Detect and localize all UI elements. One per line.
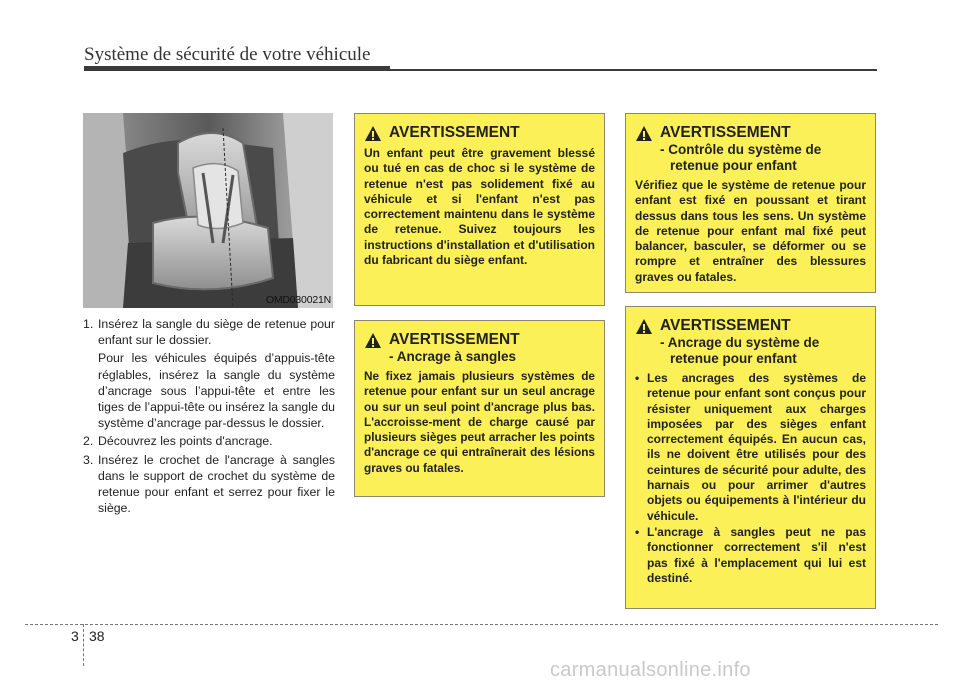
warning-header — [635, 124, 866, 142]
header-rule-thin — [390, 69, 877, 71]
warning-title: AVERTISSEMENT — [660, 317, 791, 334]
warning-body: Ne fixez jamais plusieurs systèmes de retenue pour enfant sur un seul ancrage ou sur un seul point d'ancrage plus bas. L'accroisse-ment de charge causé par plusieurs sièges peut arracher les points d'ancrage ce qui entraînerait des lésions graves ou fatales. — [364, 369, 595, 475]
warning-body: Vérifiez que le système de retenue pour enfant est fixé en poussant et tirant dessus dans tous les sens. Un système de retenue pour enfant mal fixé peut balancer, basculer, se déformer ou se rompre et entraîner des blessures graves ou fatales. — [635, 178, 866, 284]
warning-triangle-icon — [635, 318, 653, 335]
warning-header — [364, 124, 595, 142]
photo-reference-code: OMD030021N — [265, 294, 331, 306]
footer-divider — [83, 624, 84, 666]
bullet-marker: • — [635, 524, 640, 539]
warning-box-restraint-check — [625, 113, 876, 293]
warning-subtitle: - Ancrage à sangles — [389, 349, 517, 364]
bullet-text: L'ancrage à sangles peut ne pas fonctionner correctement s'il n'est pas fixé à l'emplacement qui lui est destiné. — [647, 524, 866, 585]
bullet-marker: • — [635, 371, 640, 385]
warning-box-tether-anchor — [354, 320, 605, 497]
warning-bullet-list — [635, 371, 866, 586]
warning-title: AVERTISSEMENT — [389, 331, 520, 348]
page-number: 38 — [89, 628, 105, 644]
step-3 — [83, 452, 335, 517]
warning-box-child-restraint — [354, 113, 605, 306]
warning-body: Un enfant peut être gravement blessé ou tué en cas de choc si le système de retenue n'est pas solidement fixé au véhicule et si l'enfant n'est pas correctement maintenu dans le système de retenue. Suivez toujours les instructions d'installation et d'utilisation du fabricant du siège enfant. — [364, 146, 595, 268]
footer-rule — [25, 624, 938, 625]
step-2 — [83, 433, 335, 449]
step-text: Insérez la sangle du siège de retenue pour enfant sur le dossier. — [98, 317, 335, 348]
warning-header — [364, 331, 595, 349]
installation-steps — [83, 316, 335, 516]
step-text: Pour les véhicules équipés d’appuis-tête réglables, insérez la sangle du système d’ancrage sous l’appui-tête et entre les tiges de l’appui-tête ou insérez la sangle du système d’ancrage par-dessus le dossier. — [98, 351, 335, 431]
step-1 — [83, 316, 335, 431]
header-rule-thick — [84, 66, 390, 71]
warning-triangle-icon — [364, 125, 382, 142]
step-number: 1. — [83, 317, 94, 331]
chapter-number: 3 — [71, 628, 79, 644]
child-seat-illustration — [83, 113, 333, 308]
step-number: 2. — [83, 434, 94, 449]
step-text: Découvrez les points d'ancrage. — [98, 434, 273, 449]
child-seat-photo — [83, 113, 333, 308]
warning-header — [635, 317, 866, 335]
step-text: Insérez le crochet de l'ancrage à sangles dans le support de crochet du système de retenue pour enfant et serrez pour fixer le siège. — [98, 452, 335, 516]
step-number: 3. — [83, 452, 94, 467]
page-header-title: Système de sécurité de votre véhicule — [84, 44, 371, 65]
warning-title: AVERTISSEMENT — [389, 124, 520, 141]
warning-triangle-icon — [364, 332, 382, 349]
warning-subtitle: - Ancrage du système de retenue pour enfant — [660, 335, 820, 366]
warning-box-restraint-anchorage — [625, 306, 876, 609]
warning-triangle-icon — [635, 125, 653, 142]
bullet-text: Les ancrages des systèmes de retenue pour enfant sont conçus pour résister uniquement aux charges imposées par des sièges enfant correctement équipés. En aucun cas, ils ne doivent être utilisés pour des ceintures de sécurité pour adulte, des harnais ou pour arrimer d'autres objets ou équipements à l'intérieur du véhicule. — [647, 371, 866, 523]
warning-bullet-item — [635, 371, 866, 524]
warning-bullet-item — [635, 525, 866, 586]
warning-title: AVERTISSEMENT — [660, 124, 791, 141]
warning-subtitle: - Contrôle du système de retenue pour enfant — [660, 142, 822, 173]
watermark: carmanualsonline.info — [550, 659, 751, 681]
